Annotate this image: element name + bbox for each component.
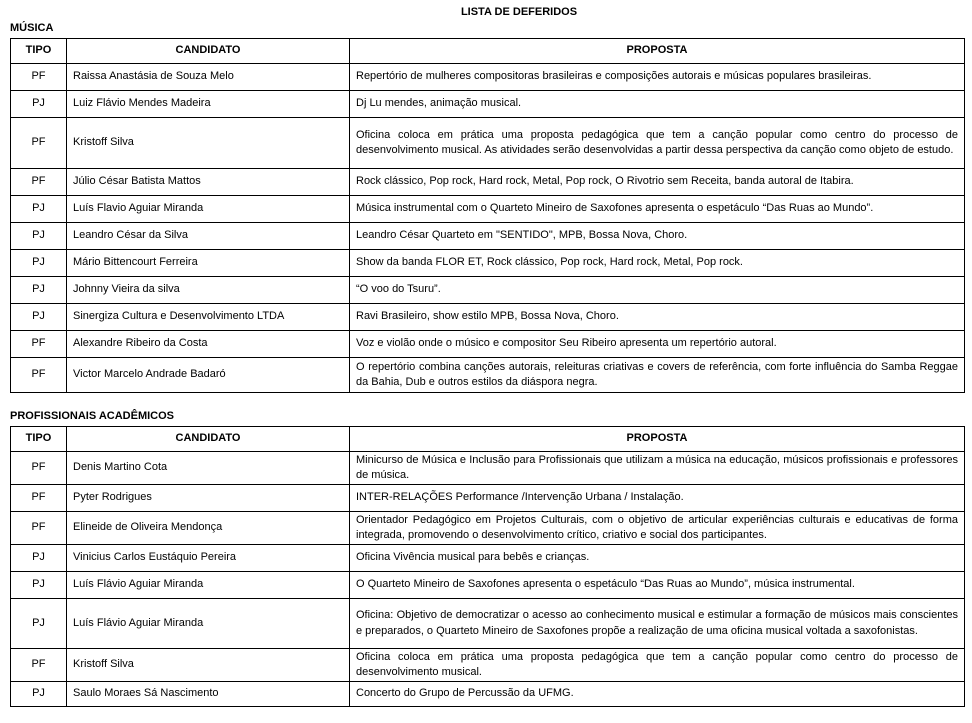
table-row (11, 545, 965, 572)
proposta-cell: O Quarteto Mineiro de Saxofones apresenta o espetáculo “Das Ruas ao Mundo”, música instrumental. (350, 572, 965, 599)
tipo-cell: PJ (11, 304, 67, 331)
candidato-text: Pyter Rodrigues (73, 491, 152, 504)
column-header-tipo: TIPO (11, 427, 67, 452)
candidato-cell: Vinicius Carlos Eustáquio Pereira (67, 545, 350, 572)
candidato-cell (67, 512, 350, 545)
table-row (11, 452, 965, 485)
table-row (11, 304, 965, 331)
proposta-cell: Concerto do Grupo de Percussão da UFMG. (350, 682, 965, 707)
candidato-cell: Denis Martino Cota (67, 452, 350, 485)
table-row (11, 485, 965, 512)
tipo-cell: PF (11, 331, 67, 358)
table-row (11, 277, 965, 304)
column-header-proposta: PROPOSTA (350, 39, 965, 64)
document-title: LISTA DE DEFERIDOS (460, 6, 578, 18)
proposta-cell: Minicurso de Música e Inclusão para Profissionais que utilizam a música na educação, músicos profissionais e professores de música. (350, 452, 965, 485)
candidato-cell (67, 485, 350, 512)
tipo-cell: PF (11, 452, 67, 485)
proposta-cell: Oficina Vivência musical para bebês e crianças. (350, 545, 965, 572)
tipo-cell: PJ (11, 545, 67, 572)
tipo-cell: PF (11, 358, 67, 393)
candidato-text: Kristoff Silva (73, 658, 134, 671)
proposta-cell: Orientador Pedagógico em Projetos Culturais, com o objetivo de articular experiências culturais e educativas de forma integrada, promovendo o desenvolvimento crítico, criativo e social dos participantes. (350, 512, 965, 545)
table-row (11, 649, 965, 682)
candidato-cell: Luís Flávio Aguiar Miranda (67, 572, 350, 599)
table-row (11, 331, 965, 358)
candidato-cell: Leandro César da Silva (67, 223, 350, 250)
proposta-cell: Leandro César Quarteto em "SENTIDO", MPB, Bossa Nova, Choro. (350, 223, 965, 250)
tipo-cell: PJ (11, 91, 67, 118)
musica-table (10, 38, 965, 393)
table-row (11, 91, 965, 118)
tipo-cell: PF (11, 64, 67, 91)
proposta-cell (350, 91, 965, 118)
table-row (11, 512, 965, 545)
proposta-cell: Oficina coloca em prática uma proposta pedagógica que tem a canção popular como centro do processo de desenvolvimento musical. (350, 649, 965, 682)
candidato-cell (67, 304, 350, 331)
table-row (11, 223, 965, 250)
candidato-cell: Luís Flavio Aguiar Miranda (67, 196, 350, 223)
proposta-cell: O repertório combina canções autorais, releituras criativas e covers de referência, com forte influência do Samba Reggae da Bahia, Dub e outros estilos da diáspora negra. (350, 358, 965, 393)
candidato-text: Sinergiza Cultura e Desenvolvimento LTDA (73, 310, 285, 323)
proposta-cell: Show da banda FLOR ET, Rock clássico, Pop rock, Hard rock, Metal, Pop rock. (350, 250, 965, 277)
academicos-table (10, 426, 965, 707)
tipo-cell: PF (11, 118, 67, 169)
section-title-academicos: PROFISSIONAIS ACADÊMICOS (10, 410, 174, 422)
tipo-cell: PJ (11, 572, 67, 599)
tipo-cell: PF (11, 649, 67, 682)
tipo-cell: PJ (11, 250, 67, 277)
section-title-musica: MÚSICA (10, 22, 54, 34)
candidato-cell (67, 649, 350, 682)
table-header-row (11, 39, 965, 64)
table-row (11, 169, 965, 196)
tipo-cell: PF (11, 512, 67, 545)
tipo-cell: PF (11, 485, 67, 512)
candidato-text: Kristoff Silva (73, 136, 134, 149)
table-header-row (11, 427, 965, 452)
tipo-cell: PJ (11, 196, 67, 223)
table-row (11, 599, 965, 649)
candidato-cell: Raissa Anastásia de Souza Melo (67, 64, 350, 91)
table-row (11, 250, 965, 277)
table-row (11, 64, 965, 91)
table-row (11, 572, 965, 599)
proposta-cell: Oficina coloca em prática uma proposta pedagógica que tem a canção popular como centro do processo de desenvolvimento musical. As atividades serão desenvolvidas a partir dessa perspectiva da canção como objeto de estudo. (350, 118, 965, 169)
candidato-cell: Victor Marcelo Andrade Badaró (67, 358, 350, 393)
column-header-candidato: CANDIDATO (67, 39, 350, 64)
proposta-cell: Rock clássico, Pop rock, Hard rock, Metal, Pop rock, O Rivotrio sem Receita, banda autoral de Itabira. (350, 169, 965, 196)
proposta-cell: Oficina: Objetivo de democratizar o acesso ao conhecimento musical e estimular a formação de músicos mais conscientes e preparados, o Quarteto Mineiro de Saxofones propõe a realização de uma oficina musical voltada a saxofonistas. (350, 599, 965, 649)
candidato-cell (67, 118, 350, 169)
candidato-cell: Johnny Vieira da silva (67, 277, 350, 304)
candidato-cell: Luís Flávio Aguiar Miranda (67, 599, 350, 649)
column-header-candidato: CANDIDATO (67, 427, 350, 452)
proposta-cell: Voz e violão onde o músico e compositor Seu Ribeiro apresenta um repertório autoral. (350, 331, 965, 358)
tipo-cell: PJ (11, 277, 67, 304)
table-row (11, 118, 965, 169)
tipo-cell: PJ (11, 682, 67, 707)
proposta-text: Ravi Brasileiro, show estilo MPB, Bossa Nova, Choro. (356, 310, 619, 323)
proposta-cell: “O voo do Tsuru”. (350, 277, 965, 304)
proposta-cell: Repertório de mulheres compositoras brasileiras e composições autorais e músicas populares brasileiras. (350, 64, 965, 91)
table-row (11, 358, 965, 393)
candidato-cell: Mário Bittencourt Ferreira (67, 250, 350, 277)
tipo-cell: PJ (11, 599, 67, 649)
candidato-text: Elineide de Oliveira Mendonça (73, 521, 223, 534)
table-row (11, 196, 965, 223)
table-row (11, 682, 965, 707)
candidato-cell: Luiz Flávio Mendes Madeira (67, 91, 350, 118)
column-header-proposta: PROPOSTA (350, 427, 965, 452)
proposta-cell: INTER-RELAÇÕES Performance /Intervenção Urbana / Instalação. (350, 485, 965, 512)
tipo-cell: PJ (11, 223, 67, 250)
candidato-cell: Alexandre Ribeiro da Costa (67, 331, 350, 358)
proposta-text: Dj Lu mendes, animação musical. (356, 97, 522, 110)
proposta-cell: Música instrumental com o Quarteto Mineiro de Saxofones apresenta o espetáculo “Das Ruas ao Mundo”. (350, 196, 965, 223)
candidato-cell: Júlio César Batista Mattos (67, 169, 350, 196)
candidato-cell: Saulo Moraes Sá Nascimento (67, 682, 350, 707)
proposta-cell (350, 304, 965, 331)
tipo-cell: PF (11, 169, 67, 196)
column-header-tipo: TIPO (11, 39, 67, 64)
